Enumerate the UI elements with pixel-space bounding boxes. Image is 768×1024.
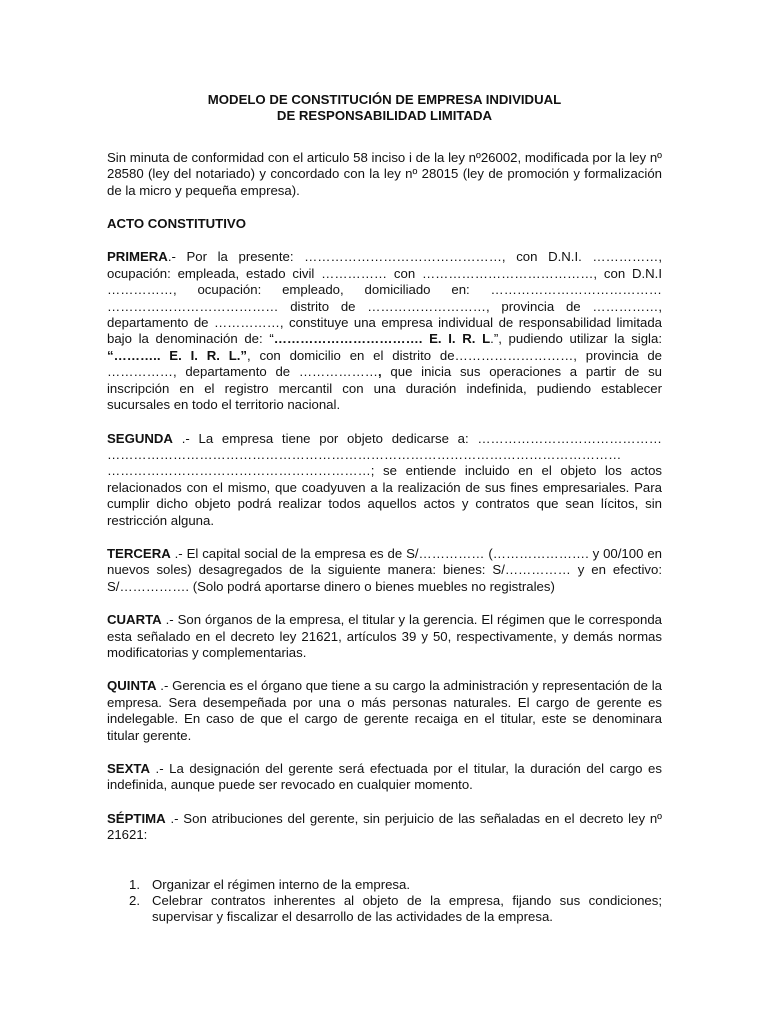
clause-quinta xyxy=(107,678,662,744)
clause-label: QUINTA xyxy=(107,678,157,694)
section-heading: ACTO CONSTITUTIVO xyxy=(107,216,246,232)
list-item-number: 1. xyxy=(129,876,140,892)
clause-label: TERCERA xyxy=(107,545,171,561)
title-line-2: DE RESPONSABILIDAD LIMITADA xyxy=(276,108,493,124)
clause-segunda xyxy=(107,431,662,529)
company-name-placeholder: ……………………………. E. I. R. L xyxy=(273,331,491,347)
clause-text: .- El capital social de la empresa es de S/…………… (…………………. y 00/100 en nuevos soles) desagregados de la siguiente manera: bienes: S/…………… y en efectivo: S/……………. (Solo podrá aportarse dinero o bienes muebles no registrales) xyxy=(107,545,662,594)
clause-primera xyxy=(107,249,662,413)
spacer xyxy=(107,844,662,877)
clause-label: SEGUNDA xyxy=(107,430,173,446)
document-page xyxy=(107,92,662,926)
clause-septima xyxy=(107,811,662,844)
list-item-text: Celebrar contratos inherentes al objeto de la empresa, fijando sus condiciones; supervisar y fiscalizar el desarrollo de las actividades de la empresa. xyxy=(152,893,662,925)
clause-label: PRIMERA xyxy=(107,249,168,265)
attributions-list xyxy=(107,877,662,926)
clause-label: SEXTA xyxy=(107,761,150,776)
list-item-text: Organizar el régimen interno de la empresa. xyxy=(152,876,411,892)
clause-text: .- Son órganos de la empresa, el titular y la gerencia. El régimen que le corresponda esta señalado en el decreto ley 21621, artículos 39 y 50, respectivamente, y demás normas modificatorias y complementarias. xyxy=(107,612,662,660)
clause-text: .- Por la presente: ………………………………………, con D.N.I. ……………, ocupación: empleada, estado civil …………… con …………………………………, con D.N.I ……………, ocupación: empleado, domiciliado en: ………………………………… ………………………………… distrito de ………………………, provincia de ……………, departamento de ……………, constituye una empresa individual de responsabilidad limitada bajo la denominación de: “ xyxy=(107,249,662,347)
clause-cuarta xyxy=(107,612,662,661)
list-item xyxy=(107,877,662,893)
list-item-number: 2. xyxy=(129,893,140,909)
clause-tercera xyxy=(107,546,662,595)
document-title xyxy=(107,92,662,125)
title-line-1: MODELO DE CONSTITUCIÓN DE EMPRESA INDIVIDUAL xyxy=(207,92,562,107)
company-acronym-placeholder: “……….. E. I. R. L.” xyxy=(107,347,248,363)
clause-sexta xyxy=(107,761,662,794)
clause-label: CUARTA xyxy=(107,612,162,628)
clause-text: .- Gerencia es el órgano que tiene a su cargo la administración y representación de la empresa. Sera desempeñada por una o más personas naturales. El cargo de gerente es indelegable. En caso de que el cargo de gerente recaiga en el titular, este se denominara titular gerente. xyxy=(107,678,662,743)
clause-label: SÉPTIMA xyxy=(107,810,166,826)
clause-text: .- La designación del gerente será efectuada por el titular, la duración del cargo es indefinida, aunque puede ser revocado en cualquier momento. xyxy=(107,761,662,793)
clause-bold-comma: , xyxy=(378,364,382,380)
clause-text: , con domicilio en el distrito de………………………, provincia de ……………, departamento de ……………… xyxy=(107,347,662,380)
clause-text: .”, pudiendo utilizar la sigla: xyxy=(490,331,662,347)
clause-text: .- Son atribuciones del gerente, sin perjuicio de las señaladas en el decreto ley nº 21621: xyxy=(107,810,662,843)
intro-paragraph: Sin minuta de conformidad con el articulo 58 inciso i de la ley nº26002, modificada por la ley nº 28580 (ley del notariado) y concordado con la ley nº 28015 (ley de promoción y formalización de la micro y pequeña empresa). xyxy=(107,149,662,198)
clause-text: .- La empresa tiene por objeto dedicarse a: …………………………………… ……………………………………………………………………………………………………… ……………………………………………………; se entiende incluido en el objeto los actos relacionados con el mismo, que coadyuven a la realización de sus fines empresariales. Para cumplir dicho objeto podrá realizar todos aquellos actos y contratos que sean lícitos, sin restricción alguna. xyxy=(107,430,662,528)
list-item xyxy=(107,893,662,926)
clause-text: que inicia sus operaciones a partir de su inscripción en el registro mercantil con una duración indefinida, pudiendo establecer sucursales en todo el territorio nacional. xyxy=(107,364,662,413)
